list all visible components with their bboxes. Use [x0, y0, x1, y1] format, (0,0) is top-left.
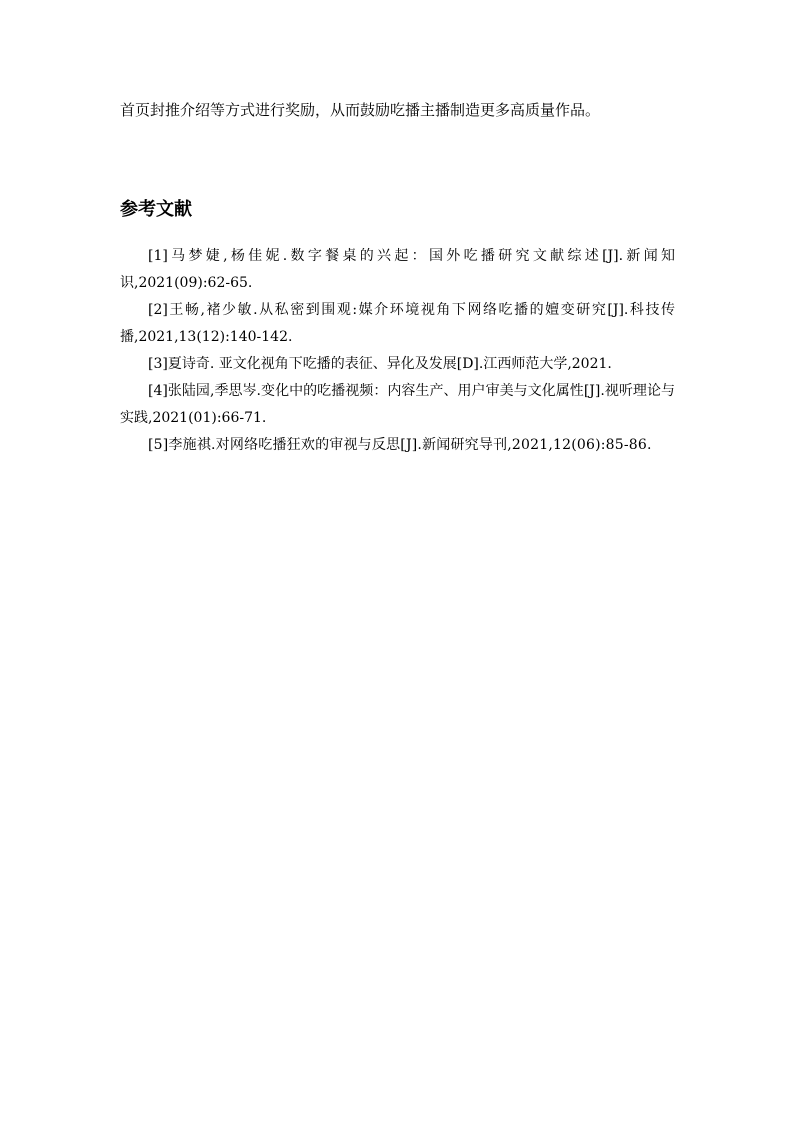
reference-item-3: [3]夏诗奇. 亚文化视角下吃播的表征、异化及发展[D].江西师范大学,2021.: [148, 356, 612, 372]
body-paragraph-continuation: 首页封推介绍等方式进行奖励，从而鼓励吃播主播制造更多高质量作品。: [120, 101, 601, 119]
reference-item-5: [5]李施祺.对网络吃播狂欢的审视与反思[J].新闻研究导刊,2021,12(06):85-86.: [148, 437, 652, 453]
reference-item-4: [4]张陆园,季思岑.变化中的吃播视频：内容生产、用户审美与文化属性[J].视听理论与实践,2021(01):66-71.: [120, 383, 675, 426]
references-heading: 参考文献: [120, 199, 192, 220]
reference-item-2: [2]王畅,褚少敏.从私密到围观:媒介环境视角下网络吃播的嬗变研究[J].科技传播,2021,13(12):140-142.: [120, 302, 675, 345]
reference-item-1: [1]马梦婕,杨佳妮.数字餐桌的兴起：国外吃播研究文献综述[J].新闻知识,2021(09):62-65.: [120, 248, 675, 291]
references-list: [120, 243, 675, 459]
